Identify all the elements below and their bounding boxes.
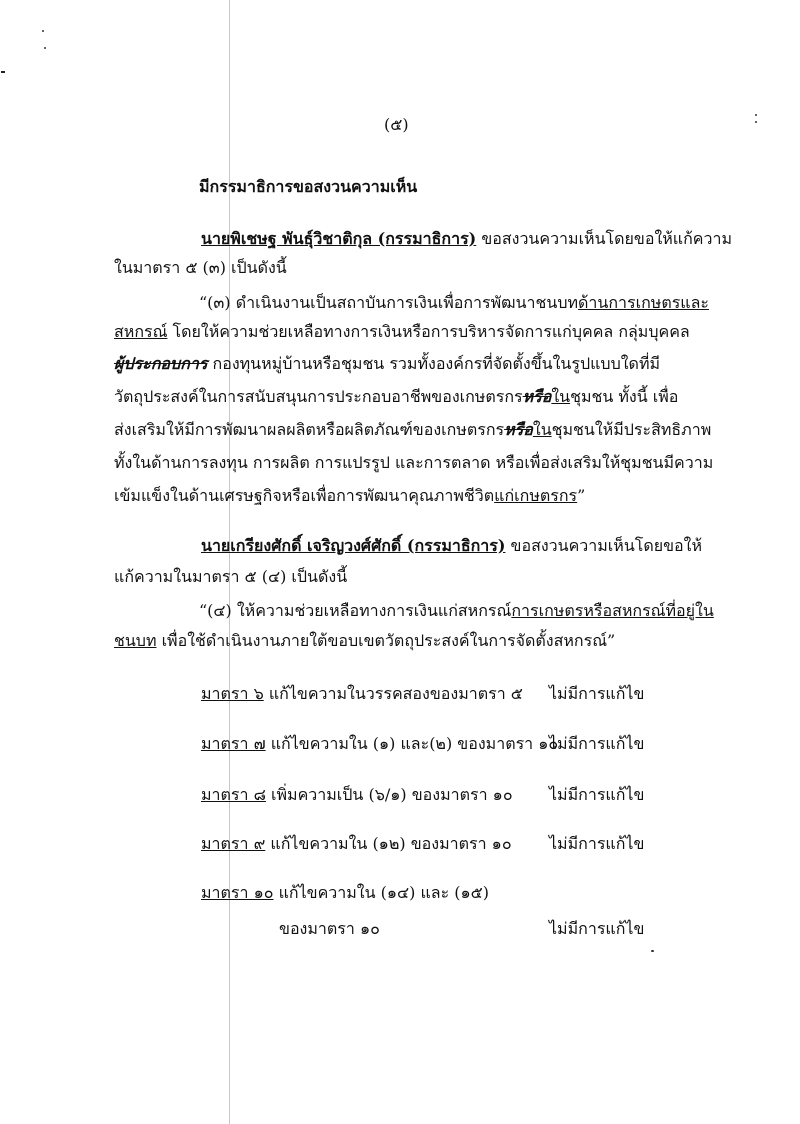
section-status: ไม่มีการแก้ไข (549, 919, 645, 938)
quote-1-line2 (114, 321, 690, 343)
quote-2-line2 (114, 630, 615, 652)
section-desc: แก้ไขความใน (๑๒) ของมาตรา ๑๐ (265, 834, 512, 853)
quote-1-line4 (114, 386, 678, 408)
reservation-2-line2: แก้ความในมาตรา ๕ (๔) เป็นดังนี้ (114, 567, 348, 586)
quote-1-underlined: ด้านการเกษตรและ (578, 293, 710, 312)
section-desc: แก้ไขความในวรรคสองของมาตรา ๕ (263, 684, 523, 703)
quote-2-line1 (199, 600, 714, 622)
quote-1-text: ส่งเสริมให้มีการพัฒนาผลผลิตหรือผลิตภัณฑ์ของเกษตรกร (114, 420, 505, 439)
quote-1-underlined: ใน (551, 387, 571, 406)
quote-1-struck: หรือ (522, 387, 552, 406)
scan-speck (755, 114, 757, 116)
quote-1-underlined: ใน (532, 420, 552, 439)
quote-1-underlined: แก่เกษตรกร (494, 486, 578, 505)
section-label: มาตรา ๗ (201, 734, 266, 753)
quote-1-text: กองทุนหมู่บ้านหรือชุมชน รวมทั้งองค์กรที่จัดตั้งขึ้นในรูปแบบใดที่มี (207, 354, 661, 373)
scan-speck (42, 30, 44, 32)
section-row (201, 784, 513, 806)
quote-1-line7 (114, 485, 585, 507)
quote-1-struck: ผู้ประกอบการ (114, 354, 208, 373)
reservation-1-line2: ในมาตรา ๕ (๓) เป็นดังนี้ (114, 258, 287, 277)
quote-1-text: ชุมชน ทั้งนี้ เพื่อ (570, 387, 679, 406)
section-status: ไม่มีการแก้ไข (549, 785, 645, 804)
quote-1-underlined: สหกรณ์ (114, 322, 168, 341)
section-row (201, 683, 523, 705)
quote-1-line1 (199, 292, 709, 314)
commissioner-name-2: นายเกรียงศักดิ์ เจริญวงศ์ศักดิ์ (กรรมาธิการ) (201, 536, 506, 555)
section-status: ไม่มีการแก้ไข (549, 684, 645, 703)
reservation-1-line1 (201, 228, 732, 250)
quote-1-text: วัตถุประสงค์ในการสนับสนุนการประกอบอาชีพของเกษตรกร (114, 387, 523, 406)
page-fold-line (229, 0, 230, 1124)
quote-1-struck: หรือ (504, 420, 533, 439)
section-row (201, 833, 512, 855)
quote-2-underlined: ชนบท (114, 631, 157, 650)
section-desc: แก้ไขความใน (๑) และ(๒) ของมาตรา ๑๐ (265, 734, 559, 753)
reservation-1-text: ขอสงวนความเห็นโดยขอให้แก้ความ (476, 229, 733, 248)
section-row (201, 882, 489, 904)
page-number: (๕) (384, 115, 409, 134)
quote-1-text: โดยให้ความช่วยเหลือทางการเงินหรือการบริหารจัดการแก่บุคคล กลุ่มบุคคล (167, 322, 690, 341)
section-desc: เพิ่มความเป็น (๖/๑) ของมาตรา ๑๐ (265, 785, 513, 804)
quote-1-line6: ทั้งในด้านการลงทุน การผลิต การแปรรูป และการตลาด หรือเพื่อส่งเสริมให้ชุมชนมีความ (114, 453, 714, 472)
quote-1-text: ชุมชนให้มีประสิทธิภาพ (551, 420, 712, 439)
section-label: มาตรา ๑๐ (201, 883, 274, 902)
scan-speck (755, 121, 757, 123)
section-heading: มีกรรมาธิการขอสงวนความเห็น (199, 177, 418, 196)
section-row (201, 733, 558, 755)
scan-speck (651, 950, 654, 952)
section-status: ไม่มีการแก้ไข (549, 734, 645, 753)
section-label: มาตรา ๖ (201, 684, 264, 703)
quote-1-text: “(๓) ดำเนินงานเป็นสถาบันการเงินเพื่อการพัฒนาชนบท (199, 293, 579, 312)
section-desc: แก้ไขความใน (๑๔) และ (๑๕) (273, 883, 490, 902)
section-label: มาตรา ๙ (201, 834, 266, 853)
quote-2-underlined: การเกษตรหรือสหกรณ์ที่อยู่ใน (511, 601, 714, 620)
section-label: มาตรา ๘ (201, 785, 266, 804)
quote-1-text: ” (577, 486, 586, 505)
section-desc-continued: ของมาตรา ๑๐ (279, 919, 380, 938)
reservation-2-text: ขอสงวนความเห็นโดยขอให้ (505, 536, 703, 555)
section-status: ไม่มีการแก้ไข (549, 834, 645, 853)
scan-speck (44, 47, 46, 49)
quote-1-text: เข้มแข็งในด้านเศรษฐกิจหรือเพื่อการพัฒนาคุณภาพชีวิต (114, 486, 495, 505)
quote-2-text: เพื่อใช้ดำเนินงานภายใต้ขอบเขตวัตถุประสงค์ในการจัดตั้งสหกรณ์” (156, 631, 616, 650)
reservation-2-line1 (201, 535, 702, 557)
commissioner-name-1: นายพิเชษฐ พันธุ์วิชาติกุล (กรรมาธิการ) (201, 229, 477, 248)
quote-1-line3 (114, 353, 660, 375)
quote-2-text: “(๔) ให้ความช่วยเหลือทางการเงินแก่สหกรณ์ (199, 601, 512, 620)
quote-1-line5 (114, 419, 711, 441)
scan-speck (1, 71, 5, 73)
